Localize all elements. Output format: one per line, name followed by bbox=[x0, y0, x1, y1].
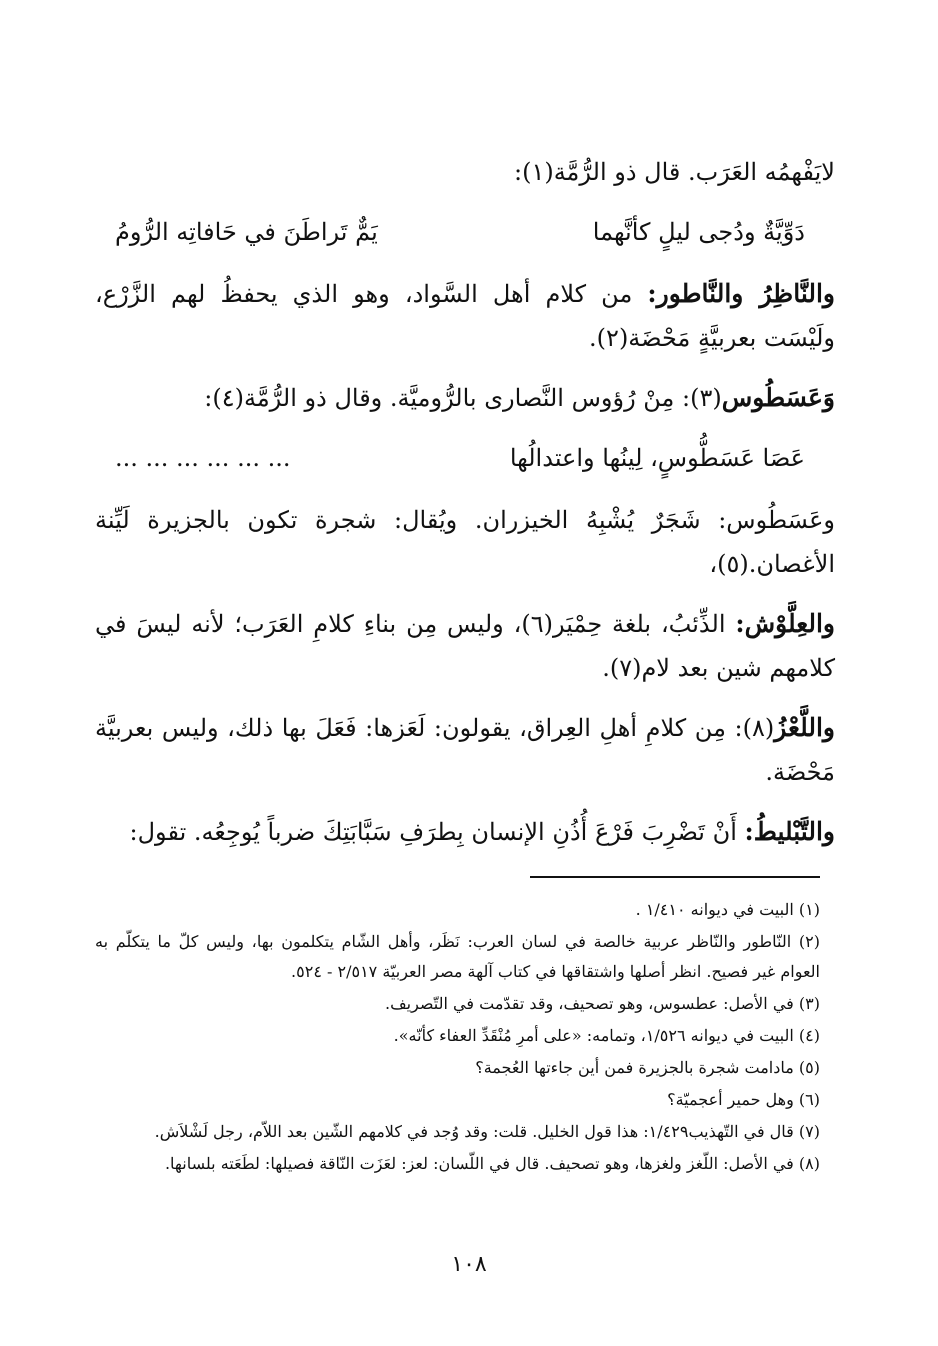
verse-1-second-hemistich: يَمٌّ تَراطَنَ في حَافاتِه الرُّومُ bbox=[115, 218, 378, 246]
entry-headword: وَعَسَطُوس bbox=[721, 383, 835, 412]
paragraph-7 bbox=[95, 810, 835, 854]
footnote-4: (٤) البيت في ديوانه ١/٥٢٦، وتمامه: «على أمرِ مُنْقَدِّ العفاء كأنّه». bbox=[393, 1026, 820, 1045]
paragraph-3 bbox=[95, 376, 835, 420]
footnote-2: (٢) النّاطور والنّاظر عربية خالصة في لسان العرب: نَظَر، وأهل الشّام يتكلمون بها، وليس كلّ ما يتكلّم به العوام غير فصيح. انظر أصلها واشتقاقها في كتاب آلهة مصر العربيّة ٢/٥١٧ - ٥٢٤. bbox=[95, 932, 820, 981]
verse-2-first-hemistich: عَصَا عَسَطُّوسٍ، لِينُها واعتدالُها bbox=[509, 444, 805, 472]
paragraph-6 bbox=[95, 706, 835, 794]
paragraph-2 bbox=[95, 272, 835, 360]
entry-text: (٨): مِن كلامِ أهلِ العِراق، يقولون: لَعَزها: فَعَلَ بها ذلك، وليس بعربيَّة مَحْضَة. bbox=[95, 714, 835, 786]
paragraph-1: لايَفْهمُه العَرَب. قال ذو الرُّمَّة(١): bbox=[513, 158, 835, 186]
verse-2-second-hemistich: ... ... ... ... ... ... bbox=[115, 444, 291, 472]
entry-text: الذِّئبُ، بلغة حِمْيَر(٦)، وليس مِن بناءِ كلامِ العَرَب؛ لأنه ليسَ في كلامهم شين بعد لام(٧). bbox=[95, 610, 835, 682]
verse-2 bbox=[115, 436, 805, 480]
footnote-6: (٦) وهل حمير أعجميّة؟ bbox=[667, 1090, 820, 1109]
footnote-5: (٥) مادامت شجرة بالجزيرة فمن أين جاءتها العُجمة؟ bbox=[475, 1058, 820, 1077]
footnote-1: (١) البيت في ديوانه ١/٤١٠ . bbox=[635, 900, 820, 919]
paragraph-5 bbox=[95, 602, 835, 690]
entry-headword: والنَّاظِرُ والنَّاطور: bbox=[647, 279, 836, 308]
entry-text: (٣): مِنْ رُؤوس النَّصارى بالرُّوميَّة. وقال ذو الرُّمَّة(٤): bbox=[204, 384, 722, 412]
footnote-7: (٧) قال في التّهذيب١/٤٢٩: هذا قول الخليل. قلت: وقد وُجد في كلامهم الشّين بعد اللاّم، رجل لَشْلاَش. bbox=[154, 1122, 820, 1141]
main-text bbox=[95, 150, 835, 870]
entry-headword: والتَّبْليطُ: bbox=[744, 817, 835, 846]
entry-text: أَنْ تَضْرِبَ فَرْعَ أُذُنِ الإنسان بِطرَفِ سَبَّابَتِكَ ضرباً يُوجِعُه. تقول: bbox=[129, 818, 745, 846]
entry-headword: واللَّعْزُ bbox=[774, 713, 836, 742]
footnote-3: (٣) في الأصل: عطسوس، وهو تصحيف، وقد تقدّمت في التّصريف. bbox=[385, 994, 820, 1013]
paragraph-4: وعَسَطُوس: شَجَرٌ يُشْبِهُ الخيزران. ويُقال: شجرة تكون بالجزيرة لَيِّنة الأغصان.(٥)، bbox=[95, 506, 835, 578]
footnote-divider bbox=[530, 876, 820, 878]
entry-text: من كلام أهل السَّواد، وهو الذي يحفظُ لهم الزَّرْع، ولَيْسَت بعربيَّةٍ مَحْضَة(٢). bbox=[95, 280, 835, 352]
page-number: ١٠٨ bbox=[451, 1252, 487, 1277]
footnote-8: (٨) في الأصل: اللّغز ولغزها، وهو تصحيف. قال في اللّسان: لعز: لعَزَت النّاقة فصيلها: لطَعَته بلسانها. bbox=[164, 1154, 820, 1173]
verse-1 bbox=[115, 210, 805, 254]
footnotes bbox=[95, 895, 820, 1181]
verse-1-first-hemistich: دَوِّيَّةٌ ودُجى ليلٍ كأنَّهما bbox=[592, 218, 805, 246]
entry-headword: والعِلَّوْش: bbox=[735, 609, 835, 638]
